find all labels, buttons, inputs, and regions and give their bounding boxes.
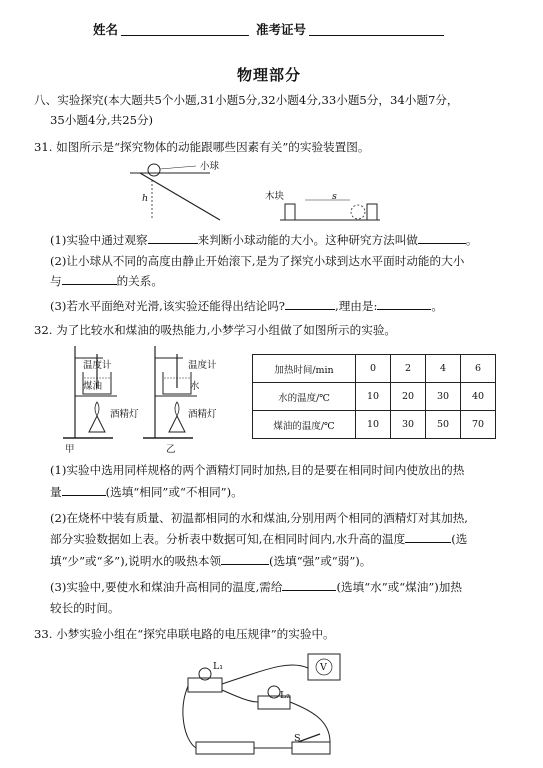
battery-icon	[196, 742, 254, 754]
q32-blank-1[interactable]	[62, 484, 106, 496]
table-cell: 20	[391, 383, 426, 411]
q31-blank-3[interactable]	[62, 273, 117, 285]
left-thermometer-label: 温度计	[83, 360, 112, 371]
q31-blank-5[interactable]	[377, 298, 431, 310]
q31-stem: 31. 如图所示是“探究物体的动能跟哪些因素有关”的实验装置图。	[34, 140, 370, 154]
q32-part1-line1: (1)实验中选用同样规格的两个酒精灯同时加热,目的是要在相同时间内使放出的热	[50, 463, 465, 477]
table-row	[253, 355, 496, 383]
q31-part2-line1: (2)让小球从不同的高度由静止开始滚下,是为了探究小球到达水平面时动能的大小	[50, 254, 465, 268]
ball-leader-line	[160, 166, 196, 169]
table-row	[253, 383, 496, 411]
table-cell: 30	[391, 411, 426, 439]
l2-label: L₂	[280, 690, 291, 701]
left-liquid-label: 煤油	[83, 381, 103, 392]
q32-part2-line3: 填“少”或“多”),说明水的吸热本领 (选填“强”或“弱”)。	[50, 554, 372, 568]
table-cell: 10	[356, 383, 391, 411]
table-cell: 2	[391, 355, 426, 383]
table-cell: 50	[426, 411, 461, 439]
wire	[222, 690, 258, 702]
q31-blank-4[interactable]	[285, 298, 335, 310]
q31-blank-2[interactable]	[418, 232, 466, 244]
table-cell: 30	[426, 383, 461, 411]
q31-blank-1[interactable]	[148, 232, 198, 244]
temperature-table	[252, 354, 496, 439]
q32-part1-line2: 量 (选填“相同”或“不相同”)。	[50, 485, 243, 499]
section-8-header-line2: 35小题4分,共25分)	[50, 113, 154, 127]
q32-part3-line2: 较长的时间。	[50, 601, 120, 615]
right-liquid-label: 水	[190, 381, 200, 392]
q32-part3-line1: (3)实验中,要使水和煤油升高相同的温度,需给 (选填“水”或“煤油”)加热	[50, 580, 462, 594]
alcohol-lamp-left-icon	[89, 416, 105, 432]
table-cell: 10	[356, 411, 391, 439]
q32-part2-line2: 部分实验数据如上表。分析表中数据可知,在相同时间内,水升高的温度 (选	[50, 532, 468, 546]
q31-part1: (1)实验中通过观察 来判断小球动能的大小。这种研究方法叫做 。	[50, 233, 478, 247]
q32-blank-3[interactable]	[221, 553, 269, 565]
q32-part2-line1: (2)在烧杯中装有质量、初温都相同的水和煤油,分别用两个相同的酒精灯对其加热,	[50, 511, 468, 525]
section-8-header-line1: 八、实验探究(本大题共5个小题,31小题5分,32小题4分,33小题5分，34小题7分，	[34, 93, 459, 107]
right-figure-caption: 乙	[166, 444, 176, 455]
table-cell: 加热时间/min	[253, 355, 356, 383]
q31-part3: (3)若水平面绝对光滑,该实验还能得出结论吗? ,理由是: 。	[50, 299, 443, 313]
switch-label: S	[294, 733, 301, 744]
alcohol-lamp-right-icon	[169, 416, 185, 432]
name-blank[interactable]	[121, 35, 249, 36]
wood-block-icon	[285, 204, 295, 220]
ball-final-icon	[351, 205, 365, 219]
left-lamp-label: 酒精灯	[110, 409, 139, 420]
right-thermometer-label: 温度计	[188, 360, 217, 371]
fig-height-label: h	[142, 193, 149, 204]
q32-blank-4[interactable]	[282, 579, 336, 591]
fig-ball-label: 小球	[200, 161, 220, 172]
wire	[222, 665, 308, 684]
q31-figure	[130, 160, 380, 230]
table-cell: 4	[426, 355, 461, 383]
voltmeter-label: V	[320, 662, 327, 673]
left-figure-caption: 甲	[65, 444, 75, 455]
q33-stem: 33. 小梦实验小组在“探究串联电路的电压规律”的实验中。	[34, 627, 335, 641]
fig-distance-label: s	[332, 191, 337, 202]
l1-label: L₁	[213, 661, 224, 672]
table-cell: 40	[461, 383, 496, 411]
table-cell: 6	[461, 355, 496, 383]
table-cell: 0	[356, 355, 391, 383]
q31-part2-line2: 与 的关系。	[50, 274, 163, 288]
wire	[183, 686, 196, 748]
right-lamp-label: 酒精灯	[188, 409, 217, 420]
section-title: 物理部分	[237, 66, 302, 84]
name-label: 姓名	[93, 22, 119, 37]
fig-block-label: 木块	[265, 191, 285, 202]
table-cell: 70	[461, 411, 496, 439]
q32-stem: 32. 为了比较水和煤油的吸热能力,小梦学习小组做了如图所示的实验。	[34, 323, 397, 337]
table-cell: 水的温度/℃	[253, 383, 356, 411]
table-cell: 煤油的温度/℃	[253, 411, 356, 439]
table-row	[253, 411, 496, 439]
wood-block-final-icon	[367, 204, 377, 220]
exam-number-blank[interactable]	[309, 35, 444, 36]
ball-icon	[148, 164, 160, 176]
exam-number-label: 准考证号	[256, 22, 307, 37]
q32-blank-2[interactable]	[405, 531, 451, 543]
